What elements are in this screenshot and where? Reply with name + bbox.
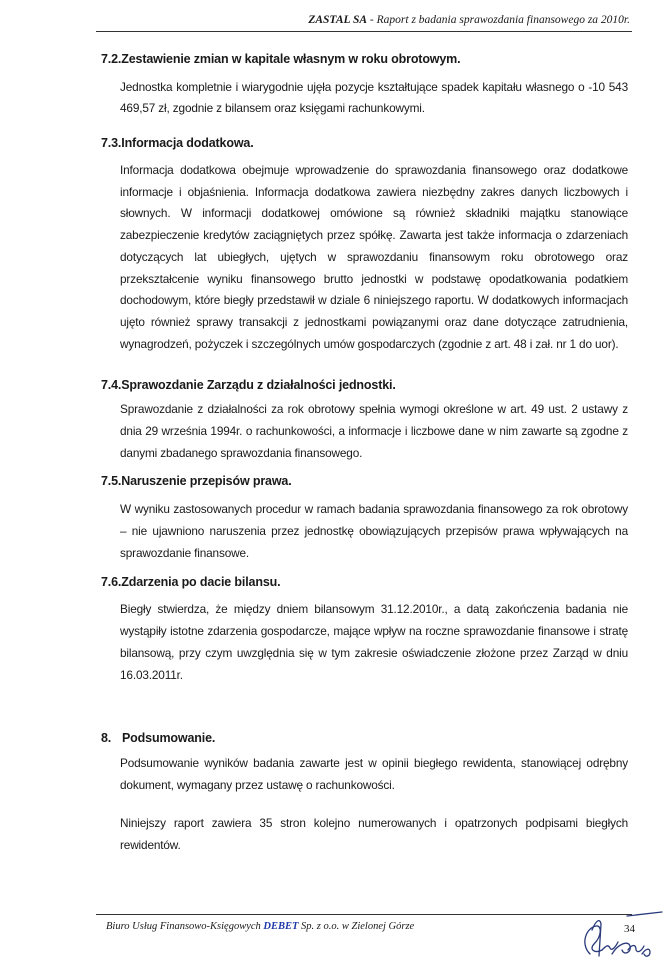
section-heading <box>101 378 396 392</box>
footer-brand: DEBET <box>263 921 299 932</box>
section-paragraph: Sprawozdanie z działalności za rok obrotowy spełnia wymogi określone w art. 49 ust. 2 ustawy z dnia 29 września 1994r. o rachunkowości, a informacje i liczbowe dane w nim zawarte są zgodne z danymi zbadanego sprawozdania finansowego. <box>120 402 628 460</box>
section-number: 7.4. <box>101 378 122 392</box>
section-heading <box>101 575 280 589</box>
section-number: 8. <box>101 731 112 745</box>
section-paragraph: Jednostka kompletnie i wiarygodnie ujęła pozycje kształtujące spadek kapitału własnego o -10 543 469,57 zł, zgodnie z bilansem oraz księgami rachunkowymi. <box>120 80 628 115</box>
section-title: Sprawozdanie Zarządu z działalności jednostki. <box>121 378 396 392</box>
summary-paragraph: Niniejszy raport zawiera 35 stron kolejno numerowanych i opatrzonych podpisami biegłych rewidentów. <box>120 816 628 852</box>
page-footer <box>106 921 414 932</box>
section-title: Informacja dodatkowa. <box>121 136 254 150</box>
section-title: Podsumowanie. <box>122 731 216 745</box>
section-paragraph: W wyniku zastosowanych procedur w ramach badania sprawozdania finansowego za rok obrotowy – nie ujawniono naruszenia przez jednostkę obowiązujących przepisów prawa wpływających na sprawozdanie finansowe. <box>120 502 628 560</box>
header-separator: - <box>367 14 377 26</box>
section-heading <box>101 136 254 150</box>
footer-suffix: Sp. z o.o. w Zielonej Górze <box>298 921 415 932</box>
section-title: Naruszenie przepisów prawa. <box>121 474 292 488</box>
section-number: 7.5. <box>101 474 122 488</box>
section-title: Zestawienie zmian w kapitale własnym w roku obrotowym. <box>121 52 461 66</box>
signature-icon <box>572 910 664 964</box>
section-number: 7.3. <box>101 136 122 150</box>
section-number: 7.2. <box>101 52 122 66</box>
summary-paragraph: Podsumowanie wyników badania zawarte jest w opinii biegłego rewidenta, stanowiącej odrębny dokument, wymagany przez ustawę o rachunkowości. <box>120 756 628 792</box>
section-paragraph: Informacja dodatkowa obejmuje wprowadzenie do sprawozdania finansowego oraz dodatkowe informacje i objaśnienia. Informacja dodatkowa zawiera niezbędny zakres danych liczbowych i słownych. W informacji dodatkowej omówione są również składniki majątku stanowiące zabezpieczenie kredytów zaciągniętych przez spółkę. Zawarta jest także informacja o zdarzeniach dotyczących lat ubiegłych, ujętych w sprawozdaniu finansowym roku obrotowego oraz przekształcenie wyniku finansowego brutto jednostki w podstawę opodatkowania podatkiem dochodowym, które biegły przedstawił w dziale 6 niniejszego raportu. W dodatkowych informacjach ujęto również sprawy transakcji z jednostkami powiązanymi oraz dane dotyczące zatrudnienia, wynagrodzeń, pożyczek i szczególnych umów gospodarczych (zgodnie z art. 48 i zał. nr 1 do uor). <box>120 163 628 351</box>
header-rule <box>96 31 632 32</box>
section-number: 7.6. <box>101 575 122 589</box>
footer-rule <box>96 914 632 915</box>
section-title: Zdarzenia po dacie bilansu. <box>121 575 281 589</box>
header-company: ZASTAL SA <box>308 14 368 26</box>
section-paragraph: Biegły stwierdza, że między dniem bilansowym 31.12.2010r., a datą zakończenia badania nie wystąpiły istotne zdarzenia gospodarcze, mające wpływ na roczne sprawozdanie finansowe i stratę bilansową, przy czym uwzględnia się w tym zakresie oświadczenie złożone przez Zarząd w dniu 16.03.2011r. <box>120 602 628 682</box>
section-heading <box>101 474 292 488</box>
footer-prefix: Biuro Usług Finansowo-Księgowych <box>106 921 264 932</box>
section-heading <box>101 52 460 66</box>
page-header <box>0 14 630 26</box>
section-heading <box>101 731 215 745</box>
header-title: Raport z badania sprawozdania finansowego za 2010r. <box>376 14 630 26</box>
page-number: 34 <box>624 923 635 935</box>
